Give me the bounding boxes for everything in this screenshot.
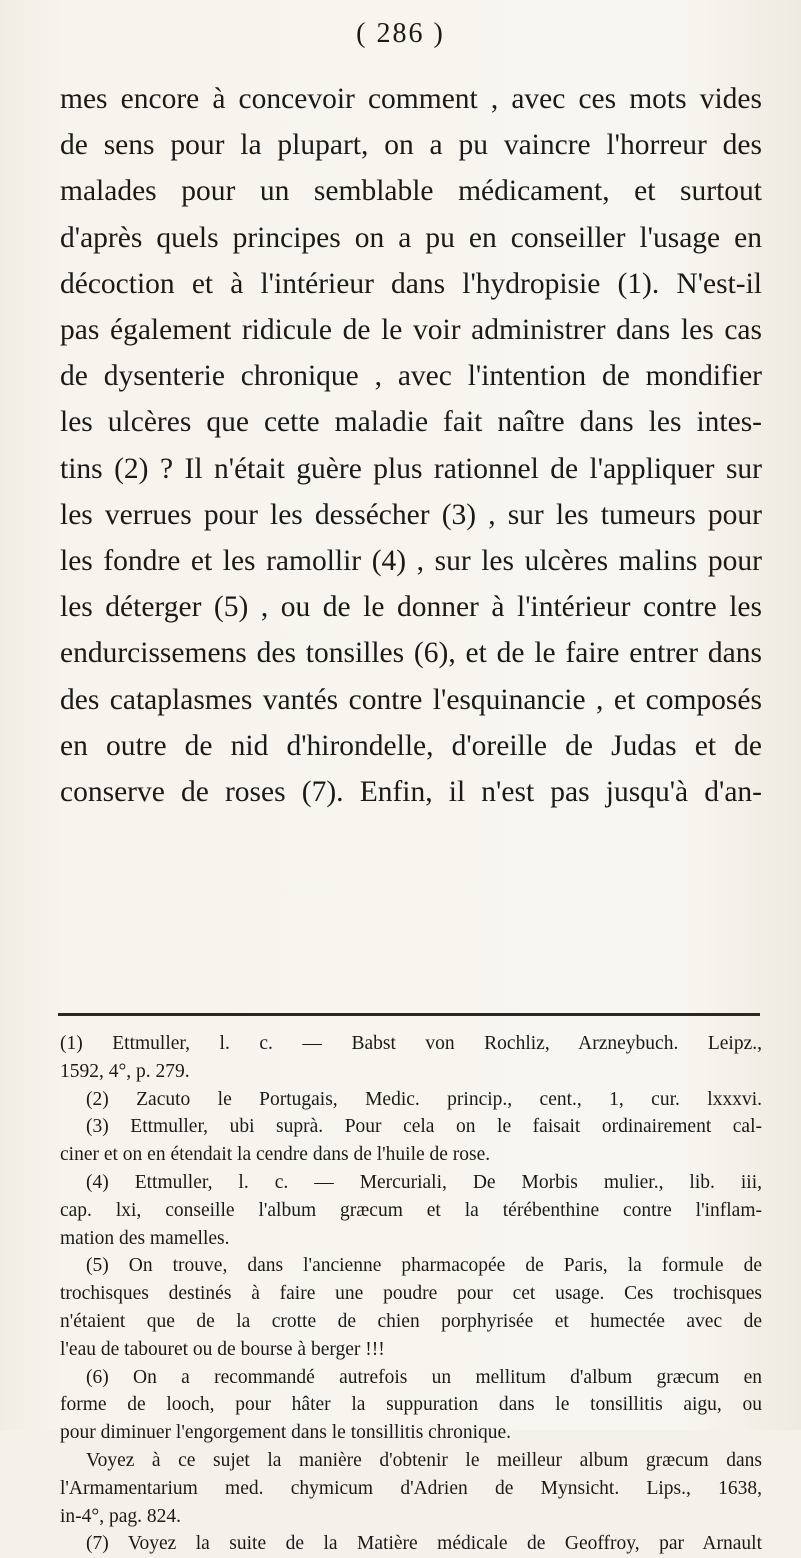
text-line: de dysenterie chronique , avec l'intention de mondifier	[60, 360, 762, 393]
footnote-line: 1592, 4°, p. 279.	[60, 1060, 190, 1082]
footnote-line: l'eau de tabouret ou de bourse à berger !!!	[60, 1338, 385, 1360]
footnote-line: Voyez à ce sujet la manière d'obtenir le meilleur album græcum dans	[86, 1449, 762, 1471]
text-line: les déterger (5) , ou de le donner à l'intérieur contre les	[60, 591, 762, 624]
footnote-separator	[58, 1013, 760, 1016]
footnote-line: (1) Ettmuller, l. c. — Babst von Rochliz, Arzneybuch. Leipz.,	[60, 1033, 762, 1054]
text-line: de sens pour la plupart, on a pu vaincre l'horreur des	[60, 129, 762, 162]
footnote-line: cap. lxi, conseille l'album græcum et la térébenthine contre l'inflam-	[60, 1199, 762, 1221]
text-line: les fondre et les ramollir (4) , sur les ulcères malins pour	[60, 545, 762, 578]
text-line: mes encore à concevoir comment , avec ces mots vides	[60, 83, 762, 115]
footnote-line: n'étaient que de la crotte de chien porphyrisée et humectée avec de	[60, 1310, 762, 1332]
footnote-line: (5) On trouve, dans l'ancienne pharmacopée de Paris, la formule de	[86, 1255, 762, 1277]
text-line: endurcissemens des tonsilles (6), et de le faire entrer dans	[60, 637, 762, 670]
text-line: les ulcères que cette maladie fait naître dans les intes-	[60, 406, 762, 439]
footnote-line: (7) Voyez la suite de la Matière médicale de Geoffroy, par Arnault	[86, 1533, 762, 1555]
footnote-line: (3) Ettmuller, ubi suprà. Pour cela on le faisait ordinairement cal-	[86, 1116, 762, 1138]
text-line: tins (2) ? Il n'était guère plus rationnel de l'appliquer sur	[60, 452, 762, 485]
text-line: les verrues pour les dessécher (3) , sur les tumeurs pour	[60, 498, 762, 531]
footnote-line: ciner et on en étendait la cendre dans de l'huile de rose.	[60, 1144, 491, 1166]
footnote-line: l'Armamentarium med. chymicum d'Adrien de Mynsicht. Lips., 1638,	[60, 1477, 762, 1499]
page-number: ( 286 )	[356, 18, 445, 49]
footnotes	[60, 1030, 762, 1558]
footnote-line: pour diminuer l'engorgement dans le tonsillitis chronique.	[60, 1422, 512, 1444]
text-line: des cataplasmes vantés contre l'esquinancie , et composés	[60, 683, 762, 716]
text-line: conserve de roses (7). Enfin, il n'est pas jusqu'à d'an-	[60, 776, 762, 809]
text-line: d'après quels principes on a pu en conseiller l'usage en	[60, 221, 762, 254]
text-line: pas également ridicule de le voir administrer dans les cas	[60, 314, 762, 347]
footnote-line: trochisques destinés à faire une poudre pour cet usage. Ces trochisques	[60, 1283, 762, 1305]
footnote-line: mation des mamelles.	[60, 1227, 230, 1249]
text-line: décoction et à l'intérieur dans l'hydropisie (1). N'est-il	[60, 267, 762, 300]
footnote-line: in-4°, pag. 824.	[60, 1505, 181, 1527]
footnote-line: (2) Zacuto le Portugais, Medic. princip., cent., 1, cur. lxxxvi.	[86, 1088, 762, 1110]
footnote-line: (4) Ettmuller, l. c. — Mercuriali, De Morbis mulier., lib. iii,	[86, 1171, 762, 1193]
main-text	[60, 76, 762, 815]
text-line: malades pour un semblable médicament, et surtout	[60, 175, 762, 208]
footnote-line: (6) On a recommandé autrefois un mellitum d'album græcum en	[86, 1366, 762, 1388]
footnote-line: forme de looch, pour hâter la suppuration dans le tonsillitis aigu, ou	[60, 1394, 762, 1416]
text-line: en outre de nid d'hirondelle, d'oreille de Judas et de	[60, 729, 762, 762]
